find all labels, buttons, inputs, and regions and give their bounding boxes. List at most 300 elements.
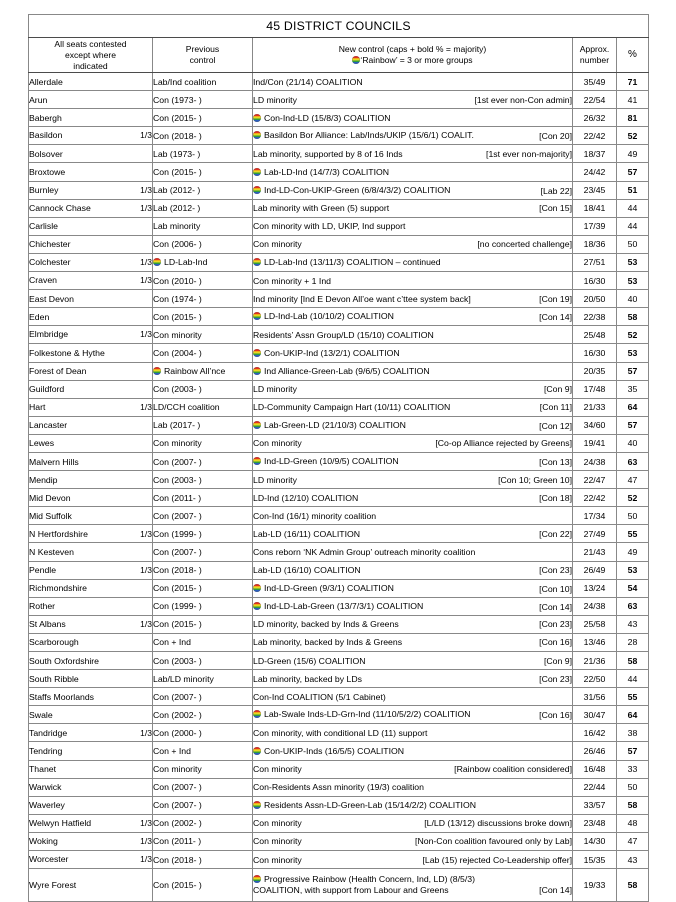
new-control-label: Lab minority with Green (5) support bbox=[253, 203, 390, 214]
rainbow-globe-icon bbox=[253, 602, 261, 610]
cell-new-control bbox=[253, 507, 573, 525]
new-control-label: Con minority + 1 Ind bbox=[253, 275, 331, 286]
rainbow-globe-icon bbox=[153, 258, 161, 266]
previous-control-label: Con (2007- ) bbox=[153, 782, 202, 793]
cell-new-control bbox=[253, 91, 573, 109]
cell-approx-number: 18/36 bbox=[573, 235, 617, 253]
cell-approx-number: 22/44 bbox=[573, 778, 617, 796]
previous-control-label: Con (2004- ) bbox=[153, 347, 202, 358]
seats-fraction-label: 1/3 bbox=[140, 257, 152, 268]
cell-council-name bbox=[29, 796, 153, 814]
cell-new-control bbox=[253, 561, 573, 579]
previous-control-label: Con (2010- ) bbox=[153, 275, 202, 286]
rainbow-globe-icon bbox=[253, 801, 261, 809]
cell-previous-control bbox=[153, 688, 253, 706]
rainbow-globe-icon bbox=[253, 168, 261, 176]
table-row bbox=[29, 561, 649, 579]
cell-new-control bbox=[253, 832, 573, 850]
new-control-label: Ind minority [Ind E Devon All’oe want c’ttee system back] bbox=[253, 293, 471, 304]
council-name-label: Tendring bbox=[29, 746, 63, 757]
cell-new-control bbox=[253, 272, 573, 290]
previous-control-label: Con (2015- ) bbox=[153, 880, 202, 891]
seats-fraction-label: 1/3 bbox=[140, 818, 152, 828]
cell-previous-control bbox=[153, 398, 253, 416]
table-row bbox=[29, 706, 649, 724]
seats-fraction-label: 1/3 bbox=[140, 528, 152, 539]
cell-percent: 55 bbox=[617, 688, 649, 706]
new-control-label: Lab-LD (16/10) COALITION bbox=[253, 565, 361, 576]
cell-percent: 40 bbox=[617, 434, 649, 452]
cell-new-control bbox=[253, 724, 573, 742]
new-control-note: [Con 20] bbox=[539, 131, 572, 142]
table-row bbox=[29, 362, 649, 380]
cell-council-name bbox=[29, 344, 153, 362]
cell-percent: 58 bbox=[617, 796, 649, 814]
cell-previous-control bbox=[153, 851, 253, 869]
table-row bbox=[29, 272, 649, 290]
cell-council-name bbox=[29, 235, 153, 253]
cell-previous-control bbox=[153, 796, 253, 814]
cell-council-name bbox=[29, 742, 153, 760]
table-row bbox=[29, 760, 649, 778]
rainbow-globe-icon bbox=[253, 457, 261, 465]
council-name-label: Richmondshire bbox=[29, 583, 87, 594]
cell-new-control bbox=[253, 471, 573, 489]
previous-control-label: Con (2007- ) bbox=[153, 691, 202, 702]
new-control-label: LD minority bbox=[253, 384, 297, 395]
new-control-label: Ind-LD-Green (10/9/5) COALITION bbox=[264, 456, 399, 467]
seats-fraction-label: 1/3 bbox=[140, 184, 152, 195]
table-row bbox=[29, 145, 649, 163]
cell-approx-number: 24/38 bbox=[573, 452, 617, 470]
cell-previous-control bbox=[153, 869, 253, 902]
seats-fraction-label: 1/3 bbox=[140, 275, 152, 286]
table-row bbox=[29, 235, 649, 253]
new-control-label: LD minority, backed by Inds & Greens bbox=[253, 619, 399, 630]
new-control-label: Residents’ Assn Group/LD (15/10) COALITION bbox=[253, 329, 434, 340]
cell-previous-control bbox=[153, 489, 253, 507]
new-control-label: Con minority bbox=[253, 818, 302, 829]
cell-council-name bbox=[29, 869, 153, 902]
table-row bbox=[29, 199, 649, 217]
previous-control-label: Con minority bbox=[153, 764, 202, 775]
title-row bbox=[29, 15, 649, 38]
cell-percent: 44 bbox=[617, 670, 649, 688]
cell-new-control bbox=[253, 543, 573, 561]
page-title: 45 DISTRICT COUNCILS bbox=[29, 15, 649, 38]
cell-council-name bbox=[29, 543, 153, 561]
cell-approx-number: 30/47 bbox=[573, 706, 617, 724]
cell-council-name bbox=[29, 597, 153, 615]
cell-new-control bbox=[253, 253, 573, 271]
cell-new-control bbox=[253, 706, 573, 724]
new-control-note: [Con 15] bbox=[539, 203, 572, 214]
cell-percent: 81 bbox=[617, 109, 649, 127]
seats-fraction-label: 1/3 bbox=[140, 202, 152, 213]
rainbow-globe-icon bbox=[253, 875, 261, 883]
cell-approx-number: 22/42 bbox=[573, 127, 617, 145]
cell-council-name bbox=[29, 398, 153, 416]
previous-control-label: Con minority bbox=[153, 438, 202, 449]
cell-council-name bbox=[29, 724, 153, 742]
cell-approx-number: 19/41 bbox=[573, 434, 617, 452]
new-control-label: Lab-Swale Inds-LD-Grn-Ind (11/10/5/2/2) COALITION bbox=[264, 709, 471, 720]
new-control-label: Con-Ind (16/1) minority coalition bbox=[253, 510, 377, 521]
cell-percent: 50 bbox=[617, 235, 649, 253]
cell-percent: 58 bbox=[617, 869, 649, 902]
council-name-label: Tandridge bbox=[29, 727, 68, 738]
cell-approx-number: 16/30 bbox=[573, 272, 617, 290]
previous-control-label: Con (2018- ) bbox=[153, 565, 202, 576]
cell-percent: 33 bbox=[617, 760, 649, 778]
cell-council-name bbox=[29, 471, 153, 489]
cell-approx-number: 26/49 bbox=[573, 561, 617, 579]
cell-new-control bbox=[253, 670, 573, 688]
cell-previous-control bbox=[153, 253, 253, 271]
previous-control-label: Lab (2017- ) bbox=[153, 420, 201, 431]
cell-council-name bbox=[29, 652, 153, 670]
table-row bbox=[29, 507, 649, 525]
header-prev-line1: Previous bbox=[185, 44, 220, 54]
cell-council-name bbox=[29, 181, 153, 199]
cell-percent: 50 bbox=[617, 507, 649, 525]
cell-percent: 57 bbox=[617, 362, 649, 380]
seats-fraction-label: 1/3 bbox=[140, 854, 152, 865]
cell-percent: 47 bbox=[617, 471, 649, 489]
cell-new-control bbox=[253, 688, 573, 706]
council-name-label: Guildford bbox=[29, 384, 65, 395]
previous-control-label: Con (2018- ) bbox=[153, 130, 202, 141]
cell-council-name bbox=[29, 127, 153, 145]
new-control-note: [Con 12] bbox=[539, 420, 572, 431]
cell-percent: 49 bbox=[617, 145, 649, 163]
new-control-label: Con-UKIP-Ind (13/2/1) COALITION bbox=[264, 347, 400, 358]
table-row bbox=[29, 724, 649, 742]
cell-percent: 43 bbox=[617, 615, 649, 633]
previous-control-label: Con (2003- ) bbox=[153, 384, 202, 395]
council-name-label: Forest of Dean bbox=[29, 366, 87, 377]
new-control-label: LD minority bbox=[253, 94, 297, 105]
previous-control-label: Con (2007- ) bbox=[153, 510, 202, 521]
table-row bbox=[29, 434, 649, 452]
new-control-note: [Con 10; Green 10] bbox=[498, 474, 572, 485]
previous-control-label: Con (2003- ) bbox=[153, 655, 202, 666]
table-row bbox=[29, 579, 649, 597]
cell-previous-control bbox=[153, 199, 253, 217]
cell-new-control bbox=[253, 217, 573, 235]
header-row bbox=[29, 38, 649, 73]
table-row bbox=[29, 832, 649, 850]
new-control-label: LD-Ind-Lab (10/10/2) COALITION bbox=[264, 311, 394, 322]
cell-percent: 49 bbox=[617, 543, 649, 561]
cell-previous-control bbox=[153, 344, 253, 362]
cell-percent: 53 bbox=[617, 253, 649, 271]
cell-new-control bbox=[253, 145, 573, 163]
table-row bbox=[29, 217, 649, 235]
cell-previous-control bbox=[153, 778, 253, 796]
cell-approx-number: 14/30 bbox=[573, 832, 617, 850]
new-control-label: Con minority, with conditional LD (11) support bbox=[253, 727, 428, 738]
previous-control-label: Con (2002- ) bbox=[153, 818, 202, 829]
cell-new-control bbox=[253, 597, 573, 615]
cell-previous-control bbox=[153, 145, 253, 163]
council-name-label: Eden bbox=[29, 311, 50, 322]
cell-approx-number: 24/38 bbox=[573, 597, 617, 615]
council-name-label: N Kesteven bbox=[29, 546, 74, 557]
new-control-label-line2: COALITION, with support from Labour and Greens bbox=[253, 885, 449, 896]
previous-control-label: Con + Ind bbox=[153, 746, 191, 757]
table-body bbox=[29, 73, 649, 902]
cell-previous-control bbox=[153, 525, 253, 543]
cell-new-control bbox=[253, 778, 573, 796]
seats-fraction-label: 1/3 bbox=[140, 836, 152, 847]
cell-percent: 52 bbox=[617, 127, 649, 145]
seats-fraction-label: 1/3 bbox=[140, 564, 152, 575]
cell-previous-control bbox=[153, 724, 253, 742]
cell-previous-control bbox=[153, 91, 253, 109]
rainbow-globe-icon bbox=[253, 131, 261, 139]
table-row bbox=[29, 181, 649, 199]
previous-control-label: Con + Ind bbox=[153, 637, 191, 648]
previous-control-label: Lab/LD minority bbox=[153, 673, 214, 684]
council-name-label: Carlisle bbox=[29, 221, 58, 232]
cell-approx-number: 21/36 bbox=[573, 652, 617, 670]
cell-new-control bbox=[253, 290, 573, 308]
new-control-label: Ind-LD-Con-UKIP-Green (6/8/4/3/2) COALITION bbox=[264, 184, 451, 195]
cell-previous-control bbox=[153, 597, 253, 615]
new-control-label: Lab minority, backed by Inds & Greens bbox=[253, 637, 403, 648]
new-control-note: [no concerted challenge] bbox=[477, 239, 572, 250]
cell-previous-control bbox=[153, 127, 253, 145]
new-control-label: LD-Green (15/6) COALITION bbox=[253, 655, 366, 666]
council-name-label: Colchester bbox=[29, 257, 71, 268]
new-control-note: [Lab (15) rejected Co-Leadership offer] bbox=[422, 854, 572, 865]
new-control-label: LD-Lab-Ind (13/11/3) COALITION – continued bbox=[264, 257, 441, 268]
cell-new-control bbox=[253, 814, 573, 832]
cell-new-control bbox=[253, 416, 573, 434]
previous-control-label: Con (2002- ) bbox=[153, 709, 202, 720]
header-num-line2: number bbox=[579, 55, 610, 65]
header-new-line2: ‘Rainbow’ = 3 or more groups bbox=[360, 55, 473, 65]
cell-council-name bbox=[29, 778, 153, 796]
table-row bbox=[29, 796, 649, 814]
cell-percent: 58 bbox=[617, 652, 649, 670]
previous-control-label: Con (1974- ) bbox=[153, 293, 202, 304]
council-name-label: Cannock Chase bbox=[29, 202, 91, 213]
new-control-label: Con minority bbox=[253, 438, 302, 449]
column-header-percent: % bbox=[617, 38, 649, 73]
cell-approx-number: 35/49 bbox=[573, 73, 617, 91]
cell-approx-number: 27/49 bbox=[573, 525, 617, 543]
new-control-note: [L/LD (13/12) discussions broke down] bbox=[424, 818, 572, 829]
cell-new-control bbox=[253, 109, 573, 127]
cell-approx-number: 26/46 bbox=[573, 742, 617, 760]
header-new-line2-wrap bbox=[253, 55, 572, 66]
cell-council-name bbox=[29, 851, 153, 869]
previous-control-label: Con (2000- ) bbox=[153, 727, 202, 738]
cell-approx-number: 19/33 bbox=[573, 869, 617, 902]
table-row bbox=[29, 869, 649, 902]
cell-percent: 52 bbox=[617, 326, 649, 344]
cell-council-name bbox=[29, 308, 153, 326]
new-control-label: Lab-LD (16/11) COALITION bbox=[253, 528, 361, 539]
cell-previous-control bbox=[153, 615, 253, 633]
previous-control-label: Con (2011- ) bbox=[153, 492, 202, 503]
previous-control-label: Con (2015- ) bbox=[153, 112, 202, 123]
cell-new-control bbox=[253, 344, 573, 362]
previous-control-label: Con (2015- ) bbox=[153, 619, 202, 630]
cell-approx-number: 16/42 bbox=[573, 724, 617, 742]
cell-new-control bbox=[253, 326, 573, 344]
cell-previous-control bbox=[153, 326, 253, 344]
council-name-label: Lancaster bbox=[29, 420, 68, 431]
cell-previous-control bbox=[153, 706, 253, 724]
cell-council-name bbox=[29, 434, 153, 452]
table-row bbox=[29, 471, 649, 489]
council-name-label: St Albans bbox=[29, 618, 66, 629]
table-row bbox=[29, 543, 649, 561]
cell-previous-control bbox=[153, 109, 253, 127]
cell-new-control bbox=[253, 851, 573, 869]
cell-percent: 47 bbox=[617, 832, 649, 850]
previous-control-label: Con (2006- ) bbox=[153, 239, 202, 250]
cell-council-name bbox=[29, 561, 153, 579]
cell-approx-number: 34/60 bbox=[573, 416, 617, 434]
new-control-note: [Con 14] bbox=[539, 312, 572, 323]
council-name-label: South Ribble bbox=[29, 673, 79, 684]
table-head bbox=[29, 15, 649, 73]
cell-previous-control bbox=[153, 832, 253, 850]
council-name-label: Craven bbox=[29, 275, 58, 286]
new-control-note: [1st ever non-Con admin] bbox=[474, 94, 572, 105]
cell-approx-number: 27/51 bbox=[573, 253, 617, 271]
cell-council-name bbox=[29, 217, 153, 235]
cell-approx-number: 26/32 bbox=[573, 109, 617, 127]
cell-new-control bbox=[253, 615, 573, 633]
cell-council-name bbox=[29, 633, 153, 651]
cell-new-control bbox=[253, 742, 573, 760]
cell-council-name bbox=[29, 688, 153, 706]
rainbow-globe-icon bbox=[253, 367, 261, 375]
cell-new-control bbox=[253, 652, 573, 670]
new-control-label: Con minority bbox=[253, 239, 302, 250]
cell-percent: 71 bbox=[617, 73, 649, 91]
column-header-previous-control bbox=[153, 38, 253, 73]
previous-control-label: Con (2015- ) bbox=[153, 167, 202, 178]
cell-new-control bbox=[253, 434, 573, 452]
cell-percent: 57 bbox=[617, 163, 649, 181]
council-name-label: Wyre Forest bbox=[29, 880, 77, 891]
new-control-note: [Con 16] bbox=[539, 637, 572, 648]
table-row bbox=[29, 398, 649, 416]
cell-approx-number: 22/42 bbox=[573, 489, 617, 507]
cell-percent: 55 bbox=[617, 525, 649, 543]
cell-new-control bbox=[253, 869, 573, 902]
cell-approx-number: 17/39 bbox=[573, 217, 617, 235]
council-name-label: Waverley bbox=[29, 800, 65, 811]
new-control-note: [Con 23] bbox=[539, 619, 572, 630]
cell-new-control bbox=[253, 127, 573, 145]
cell-percent: 51 bbox=[617, 181, 649, 199]
district-councils-table bbox=[28, 14, 649, 902]
previous-control-label: LD-Lab-Ind bbox=[164, 257, 208, 268]
previous-control-label: LD/CCH coalition bbox=[153, 402, 220, 413]
cell-percent: 41 bbox=[617, 91, 649, 109]
previous-control-label: Con (2015- ) bbox=[153, 583, 202, 594]
new-control-label: LD-Ind (12/10) COALITION bbox=[253, 492, 359, 503]
rainbow-globe-icon bbox=[253, 349, 261, 357]
header-name-line3: indicated bbox=[73, 60, 108, 71]
cell-percent: 58 bbox=[617, 308, 649, 326]
cell-approx-number: 21/43 bbox=[573, 543, 617, 561]
cell-percent: 40 bbox=[617, 290, 649, 308]
council-name-label: Swale bbox=[29, 709, 53, 720]
new-control-label: Con minority bbox=[253, 764, 302, 775]
cell-percent: 44 bbox=[617, 217, 649, 235]
cell-new-control bbox=[253, 380, 573, 398]
cell-new-control bbox=[253, 760, 573, 778]
cell-percent: 53 bbox=[617, 344, 649, 362]
seats-fraction-label: 1/3 bbox=[140, 618, 152, 629]
table-row bbox=[29, 778, 649, 796]
council-name-label: Rother bbox=[29, 601, 56, 612]
council-name-label: Mid Suffolk bbox=[29, 510, 72, 521]
previous-control-label: Lab/Ind coalition bbox=[153, 76, 217, 87]
table-row bbox=[29, 670, 649, 688]
cell-council-name bbox=[29, 525, 153, 543]
cell-percent: 50 bbox=[617, 778, 649, 796]
previous-control-label: Con (2011- ) bbox=[153, 836, 202, 847]
previous-control-label: Con (2007- ) bbox=[153, 456, 202, 467]
cell-council-name bbox=[29, 91, 153, 109]
new-control-label: Basildon Bor Alliance: Lab/Inds/UKIP (15/6/1) COALIT. bbox=[264, 130, 474, 141]
council-name-label: Broxtowe bbox=[29, 167, 66, 178]
new-control-note: [Con 23] bbox=[539, 673, 572, 684]
new-control-label: Ind-LD-Lab-Green (13/7/3/1) COALITION bbox=[264, 600, 424, 611]
cell-council-name bbox=[29, 145, 153, 163]
cell-council-name bbox=[29, 362, 153, 380]
council-name-label: Folkestone & Hythe bbox=[29, 347, 105, 358]
new-control-label-line1: Progressive Rainbow (Health Concern, Ind, LD) (8/5/3) bbox=[264, 873, 476, 884]
table-row bbox=[29, 163, 649, 181]
cell-previous-control bbox=[153, 507, 253, 525]
new-control-label: Cons reborn ‘NK Admin Group’ outreach minority coalition bbox=[253, 546, 476, 557]
cell-new-control bbox=[253, 452, 573, 470]
cell-council-name bbox=[29, 380, 153, 398]
cell-approx-number: 22/38 bbox=[573, 308, 617, 326]
council-name-label: Warwick bbox=[29, 782, 62, 793]
table-row bbox=[29, 290, 649, 308]
cell-new-control bbox=[253, 398, 573, 416]
cell-council-name bbox=[29, 760, 153, 778]
cell-new-control bbox=[253, 199, 573, 217]
header-name-line2: except where bbox=[64, 49, 117, 60]
council-name-label: Allerdale bbox=[29, 76, 63, 87]
cell-percent: 64 bbox=[617, 398, 649, 416]
table-row bbox=[29, 489, 649, 507]
cell-approx-number: 16/30 bbox=[573, 344, 617, 362]
column-header-new-control bbox=[253, 38, 573, 73]
cell-council-name bbox=[29, 832, 153, 850]
cell-new-control bbox=[253, 489, 573, 507]
cell-previous-control bbox=[153, 633, 253, 651]
cell-percent: 53 bbox=[617, 561, 649, 579]
cell-previous-control bbox=[153, 181, 253, 199]
cell-approx-number: 18/41 bbox=[573, 199, 617, 217]
cell-approx-number: 17/34 bbox=[573, 507, 617, 525]
cell-council-name bbox=[29, 489, 153, 507]
cell-council-name bbox=[29, 253, 153, 271]
